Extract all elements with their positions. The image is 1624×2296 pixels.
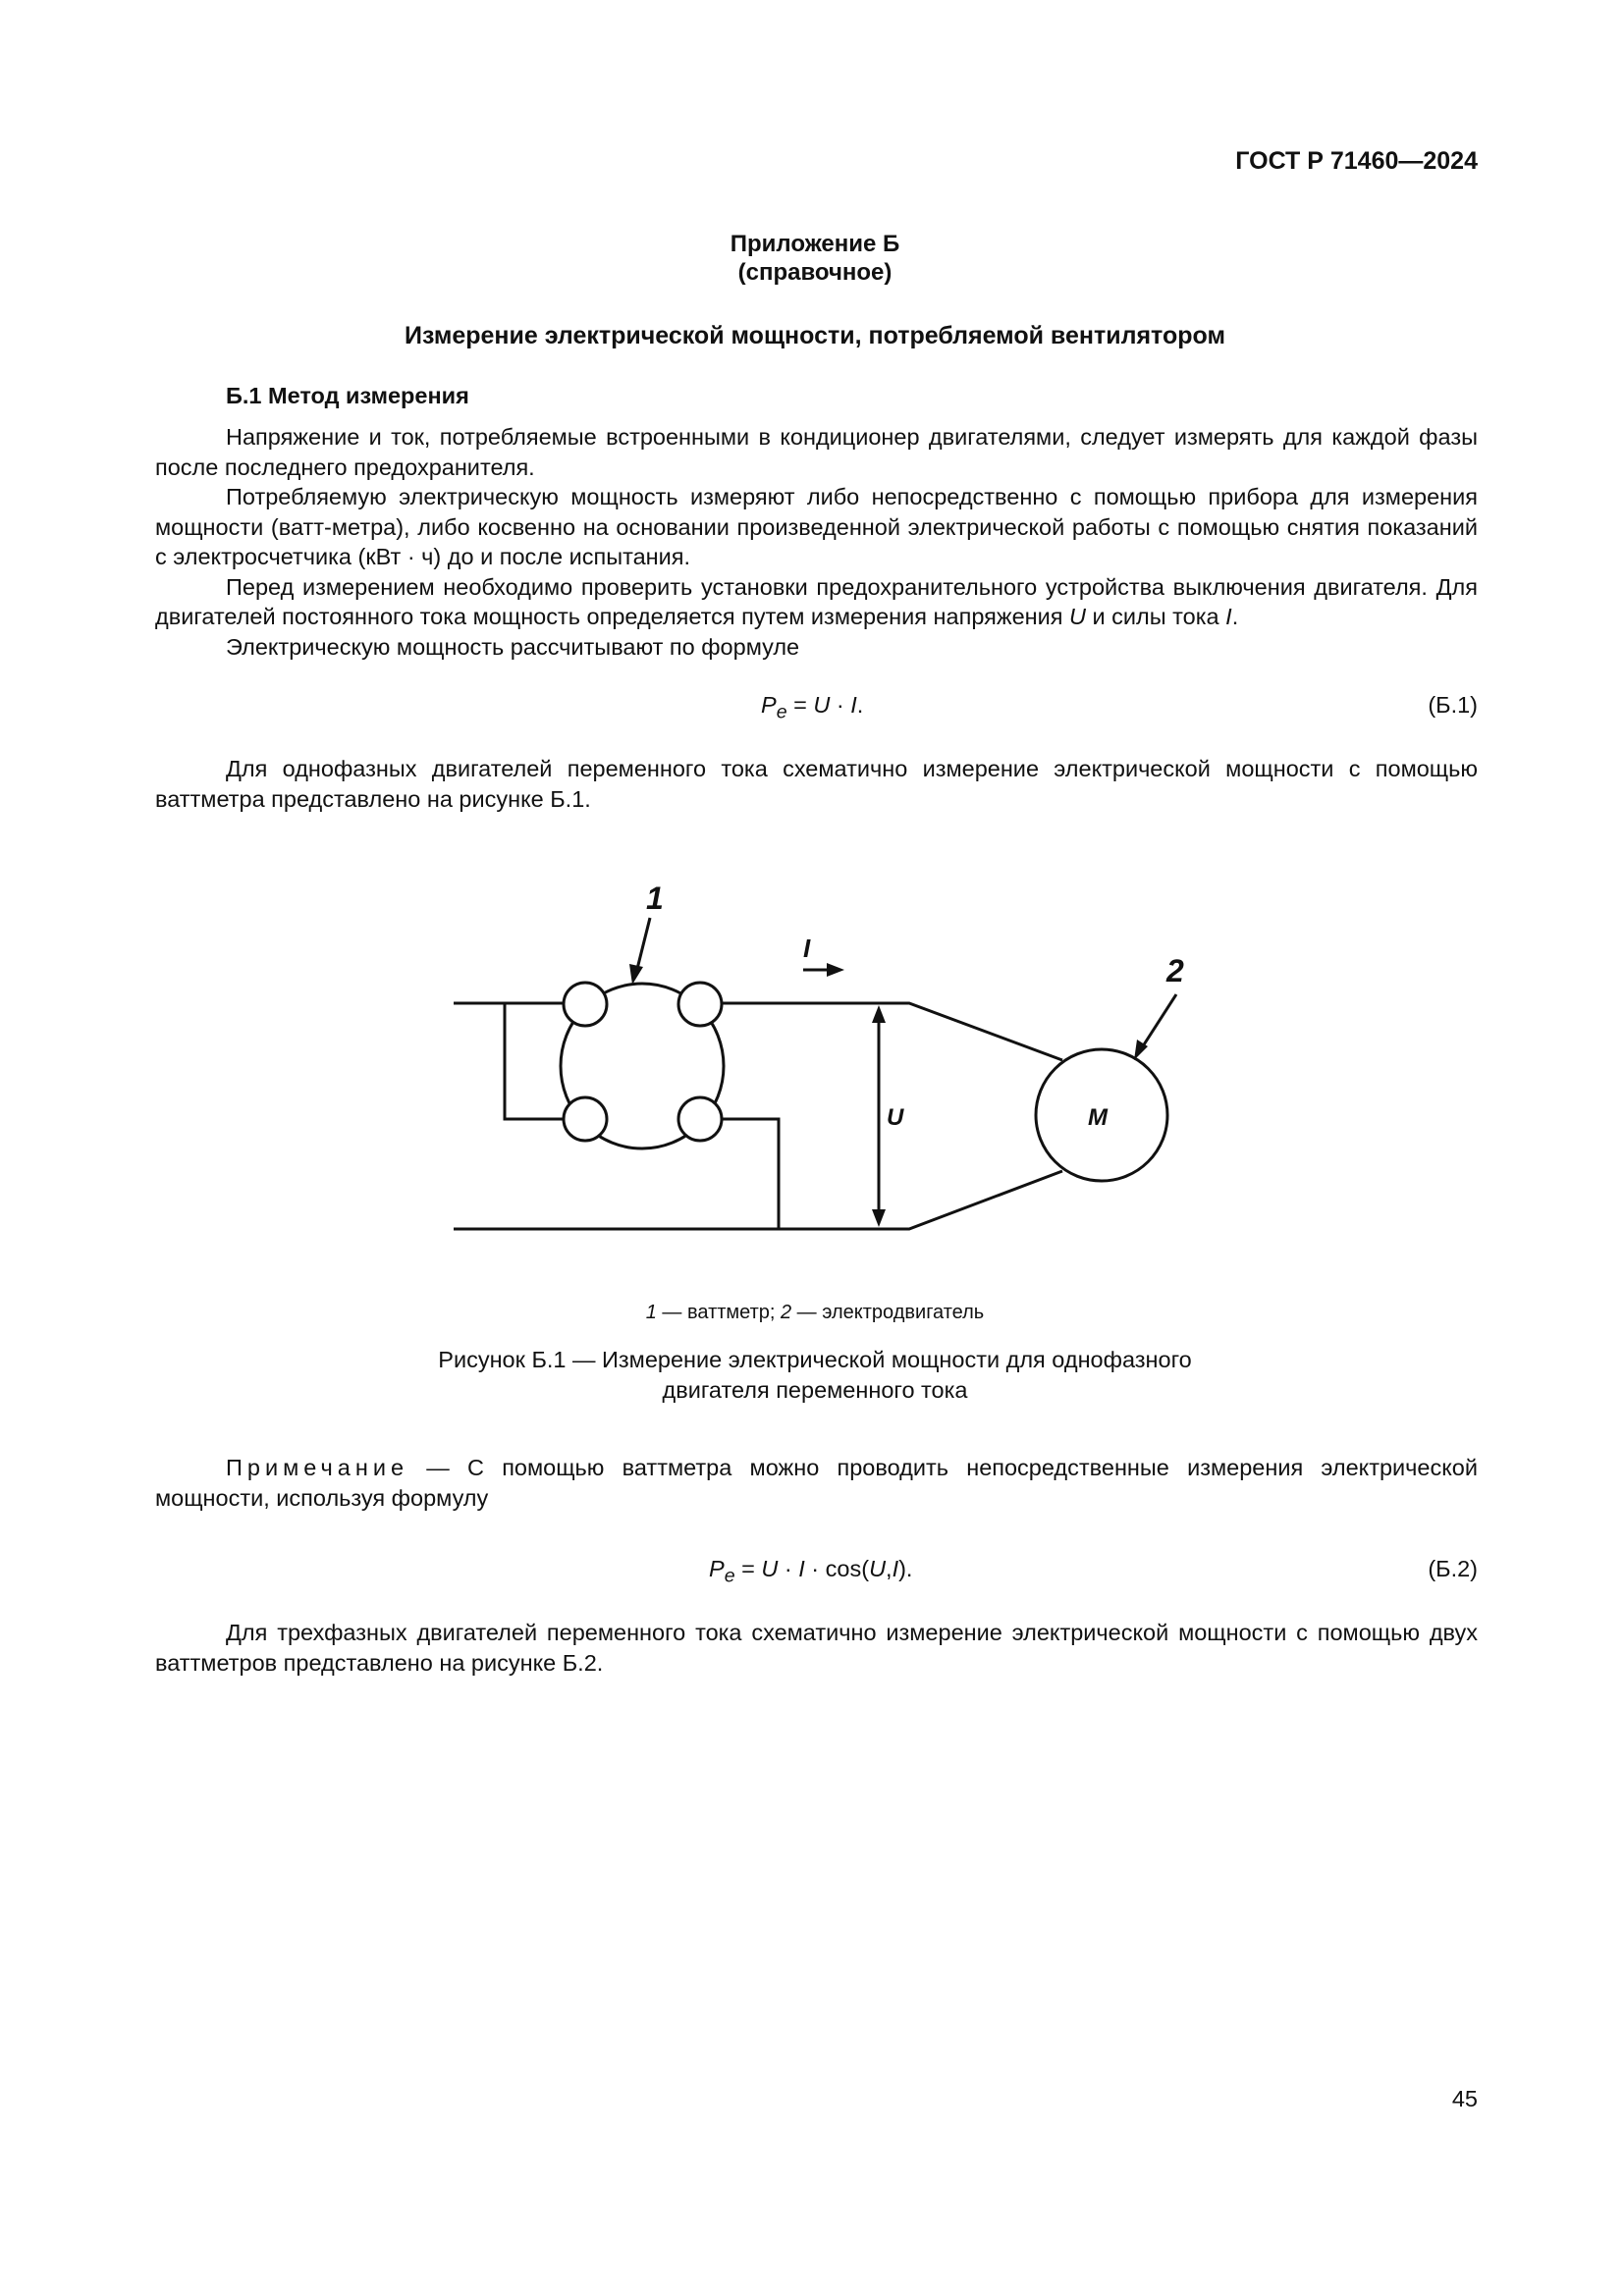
current-label: I [803,934,811,963]
paragraph-1: Напряжение и ток, потребляемые встроенными в кондиционер двигателями, следует измерять для каждой фазы после последнего предохранителя. [155,424,1478,480]
note-block: Примечание — С помощью ваттметра можно проводить непосредственные измерения электрической мощности, используя формулу [155,1455,1478,1511]
appendix-title: Приложение Б [730,231,900,257]
appendix-subtitle: (справочное) [737,259,893,286]
figure-caption: Рисунок Б.1 — Измерение электрической мощности для однофазного двигателя переменного тока [438,1347,1192,1403]
return-wire-bottom [454,1171,1062,1229]
wattmeter-terminal-bottom-left [564,1097,607,1141]
paragraph-after-formula1: Для однофазных двигателей переменного тока схематично измерение электрической мощности с помощью ваттметра представлено на рисунке Б.1. [155,756,1478,812]
page-number: 45 [1451,2086,1478,2111]
paragraph-4: Электрическую мощность рассчитывают по формуле [226,633,800,660]
formula-b2-number: (Б.2) [1428,1556,1478,1581]
appendix-heading: Измерение электрической мощности, потребляемой вентилятором [405,322,1225,349]
figure-label-1: 1 [646,881,664,916]
paragraph-3: Перед измерением необходимо проверить установки предохранительного устройства выключения двигателя. Для двигателей постоянного тока мощность определяется путем измерения напряжения U и силы тока I. [155,573,1478,629]
figure-legend: 1 — ваттметр; 2 — электродвигатель [645,1302,985,1323]
wattmeter-terminal-top-left [564,983,607,1026]
paragraph-2: Потребляемую электрическую мощность измеряют либо непосредственно с помощью прибора для измерения мощности (ватт-метра), либо косвенно на основании произведенной электрической работы с помощью снятия показаний с электросчетчика (кВт · ч) до и после испытания. [155,484,1478,569]
voltage-arrow-up [872,1005,886,1023]
voltage-label: U [887,1104,904,1131]
motor-label: M [1088,1104,1108,1131]
wattmeter-terminal-bottom-right [678,1097,722,1141]
leader-line-2 [1139,994,1176,1052]
paragraph-after-formula2: Для трехфазных двигателей переменного тока схематично измерение электрической мощности с помощью двух ваттметров представлено на рисунке Б.2. [155,1620,1478,1676]
figure-label-2: 2 [1166,953,1184,988]
formula-b1-number: (Б.1) [1428,692,1478,718]
section-title: Б.1 Метод измерения [226,383,469,408]
voltage-arrow-down [872,1209,886,1227]
wattmeter-terminal-top-right [678,983,722,1026]
document-code: ГОСТ Р 71460—2024 [1235,147,1478,175]
wire-bottom-right [722,1119,779,1229]
wire-to-motor-top [722,1003,1062,1060]
current-arrow-head [827,963,844,977]
formula-b1: $P_e = U \cdot I$. [761,692,864,723]
note-label: Примечание [226,1455,409,1480]
voltage-loop-wire [505,1003,564,1119]
leader-arrow-1 [629,964,643,985]
formula-b2: $P_e = U \cdot I \cdot \cos(U,I)$. [709,1556,913,1587]
